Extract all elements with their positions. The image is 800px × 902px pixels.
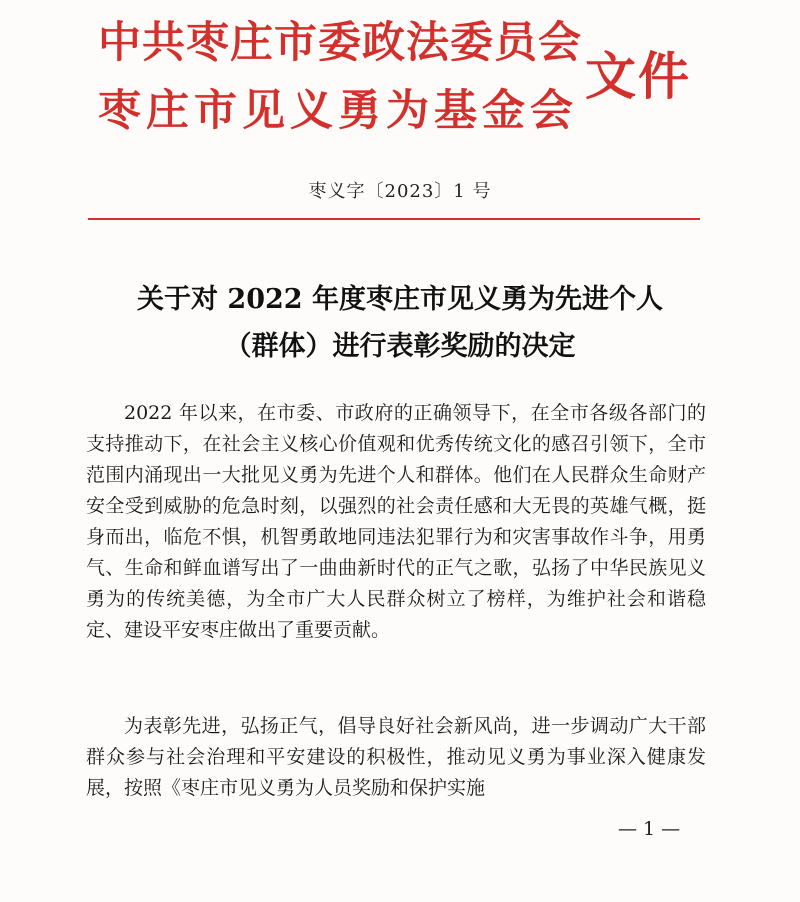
issuer-line-1: 中共枣庄市委政法委员会 [98,18,582,68]
issuer-line-2: 枣庄市见义勇为基金会 [98,86,578,136]
document-title-line-1: 关于对 2022 年度枣庄市见义勇为先进个人 [137,284,663,315]
paragraph-text: 为表彰先进，弘扬正气，倡导良好社会新风尚，进一步调动广大干部群众参与社会治理和平安建设的积极性，推动见义勇为事业深入健康发展，按照《枣庄市见义勇为人员奖励和保护实施 [86,715,706,799]
body-paragraph-2 [86,711,706,804]
document-type-label: 文件 [585,48,692,107]
paragraph-text: 2022 年以来，在市委、市政府的正确领导下，在全市各级各部门的支持推动下，在社会主义核心价值观和优秀传统文化的感召引领下，全市范围内涌现出一大批见义勇为先进个人和群体。他们在人民群众生命财产安全受到威胁的危急时刻，以强烈的社会责任感和大无畏的英雄气概，挺身而出，临危不惧，机智勇敢地同违法犯罪行为和灾害事故作斗争，用勇气、生命和鲜血谱写出了一曲曲新时代的正气之歌，弘扬了中华民族见义勇为的传统美德，为全市广大人民群众树立了榜样，为维护社会和谐稳定、建设平安枣庄做出了重要贡献。 [86,402,706,641]
document-number: 枣义字〔2023〕1 号 [308,181,492,202]
page-number: — 1 — [618,818,681,840]
document-title-line-2: （群体）进行表彰奖励的决定 [224,331,576,362]
red-divider-line [88,218,700,220]
body-paragraph-1 [86,398,706,646]
